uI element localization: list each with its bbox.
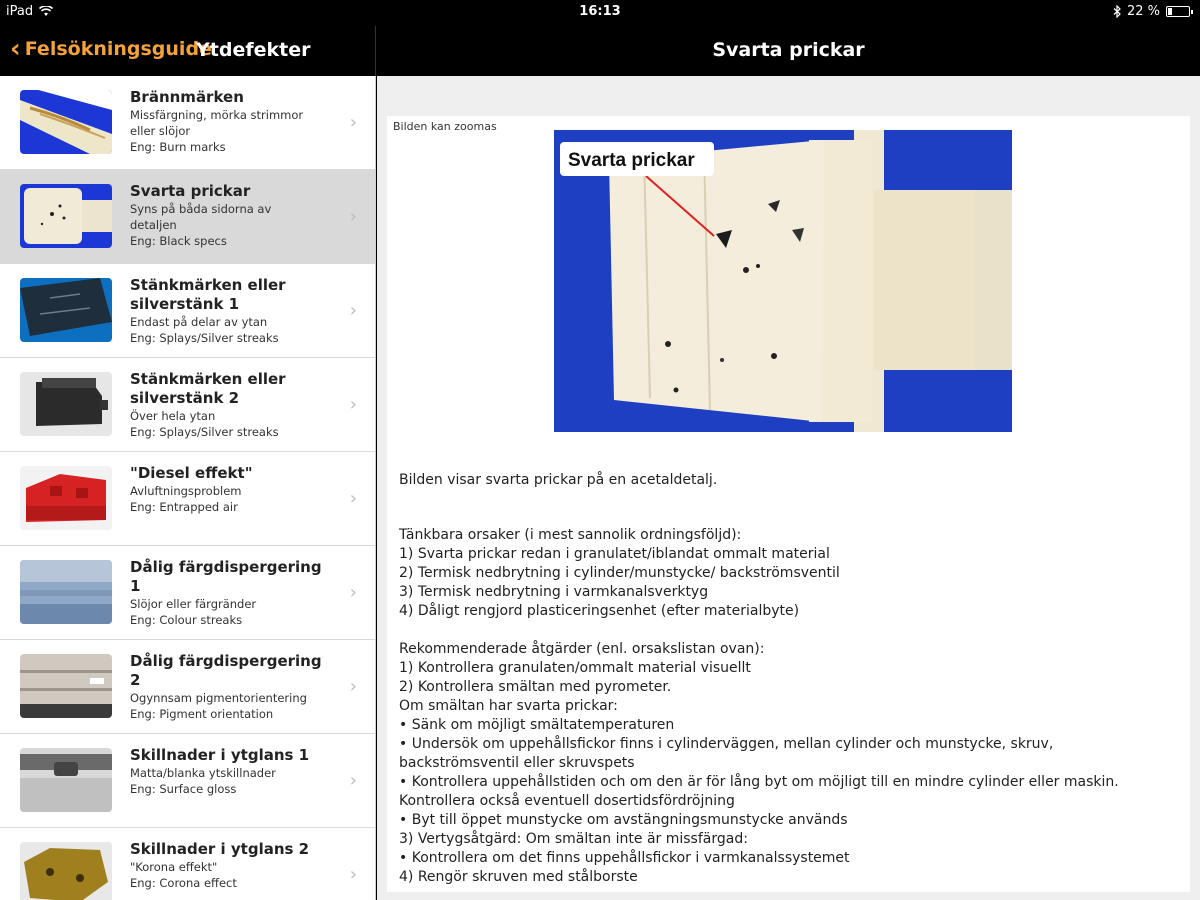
text-line: 3) Vertygsåtgärd: Om smältan inte är missfärgad: (399, 831, 748, 847)
chevron-right-icon: › (349, 864, 357, 885)
list-item-stankmarken-1[interactable] (0, 264, 375, 358)
clock: 16:13 (579, 4, 621, 19)
list-item-title: Stänkmärken eller silverstänk 2 (130, 370, 286, 407)
thumbnail-image (20, 184, 112, 248)
bluetooth-icon (1113, 5, 1121, 18)
text-line: Kontrollera också eventuell dosertidsfördröjning (399, 793, 735, 809)
list-item-title: Skillnader i ytglans 2 (130, 840, 310, 858)
photo-description: Bilden visar svarta prickar på en acetaldetalj. (399, 472, 718, 488)
defect-photo[interactable] (554, 130, 1012, 432)
detail-pane (377, 76, 1200, 900)
list-item-subtitle: "Korona effekt" (130, 860, 218, 874)
list-item-subtitle: Eng: Splays/Silver streaks (130, 331, 279, 345)
list-item-subtitle: Eng: Burn marks (130, 140, 226, 154)
list-item-svarta-prickar[interactable] (0, 170, 375, 264)
chevron-right-icon: › (349, 582, 357, 603)
list-item-subtitle: eller slöjor (130, 124, 191, 138)
list-item-skillnader-ytglans-2[interactable] (0, 828, 375, 900)
causes-and-actions (399, 526, 1179, 887)
chevron-right-icon: › (349, 300, 357, 321)
list-item-subtitle: Eng: Pigment orientation (130, 707, 274, 721)
list-item-title: Brännmärken (130, 88, 244, 106)
text-line: 2) Termisk nedbrytning i cylinder/munstycke/ backströmsventil (399, 565, 840, 581)
zoom-hint: Bilden kan zoomas (393, 120, 497, 133)
list-item-title: Svarta prickar (130, 182, 251, 200)
back-button[interactable] (10, 34, 212, 64)
status-bar (0, 0, 1200, 26)
list-item-subtitle: Eng: Corona effect (130, 876, 237, 890)
thumbnail-image (20, 278, 112, 342)
chevron-right-icon: › (349, 770, 357, 791)
text-line: • Sänk om möjligt smältatemperaturen (399, 717, 675, 733)
page-title: Svarta prickar (712, 39, 865, 61)
text-line: 2) Kontrollera smältan med pyrometer. (399, 679, 672, 695)
list-item-subtitle: Eng: Black specs (130, 234, 227, 248)
back-label: Felsökningsguide (24, 38, 212, 60)
text-line: 4) Dåligt rengjord plasticeringsenhet (efter materialbyte) (399, 603, 800, 619)
list-item-diesel-effekt[interactable] (0, 452, 375, 546)
list-item-subtitle: Matta/blanka ytskillnader (130, 766, 276, 780)
text-line: • Undersök om uppehållsfickor finns i cylinderväggen, mellan cylinder och munstycke, skruv, (399, 736, 1054, 752)
chevron-right-icon: › (349, 206, 357, 227)
list-item-subtitle: Eng: Splays/Silver streaks (130, 425, 279, 439)
chevron-left-icon: ‹ (10, 34, 21, 64)
thumbnail-image (20, 466, 112, 530)
thumbnail-image (20, 842, 112, 900)
device-label: iPad (6, 4, 34, 19)
list-item-title: Stänkmärken eller silverstänk 1 (130, 276, 286, 313)
thumbnail-image (20, 560, 112, 624)
text-line: 3) Termisk nedbrytning i varmkanalsverktyg (399, 584, 709, 600)
chevron-right-icon: › (349, 112, 357, 133)
defect-list (0, 76, 376, 900)
list-item-subtitle: Ogynnsam pigmentorientering (130, 691, 307, 705)
text-line: • Kontrollera om det finns uppehållsfickor i varmkanalssystemet (399, 850, 850, 866)
sidebar-navbar (0, 26, 376, 76)
list-item-subtitle: Endast på delar av ytan (130, 315, 268, 329)
list-item-title: "Diesel effekt" (130, 464, 253, 482)
detail-navbar (377, 26, 1200, 76)
photo-callout: Svarta prickar (568, 150, 695, 171)
text-line: Tänkbara orsaker (i mest sannolik ordningsföljd): (399, 527, 742, 543)
chevron-right-icon: › (349, 394, 357, 415)
list-item-dalig-fargdispergering-2[interactable] (0, 640, 375, 734)
list-item-brannmarken[interactable] (0, 76, 375, 170)
spacer (399, 621, 1179, 640)
text-line: 1) Kontrollera granulaten/ommalt material visuellt (399, 660, 751, 676)
thumbnail-image (20, 372, 112, 436)
list-item-subtitle: detaljen (130, 218, 177, 232)
sidebar-title: Ytdefekter (196, 39, 311, 61)
battery-percent: 22 % (1126, 4, 1160, 19)
list-item-skillnader-ytglans-1[interactable] (0, 734, 375, 828)
text-line: 1) Svarta prickar redan i granulatet/iblandat ommalt material (399, 546, 830, 562)
chevron-right-icon: › (349, 676, 357, 697)
text-line: Rekommenderade åtgärder (enl. orsakslistan ovan): (399, 641, 765, 657)
text-line: backströmsventil eller skruvspets (399, 755, 635, 771)
list-item-title: Dålig färgdispergering 1 (130, 558, 322, 595)
thumbnail-image (20, 654, 112, 718)
list-item-dalig-fargdispergering-1[interactable] (0, 546, 375, 640)
list-item-subtitle: Över hela ytan (130, 409, 216, 423)
list-item-stankmarken-2[interactable] (0, 358, 375, 452)
thumbnail-image (20, 748, 112, 812)
text-line: • Kontrollera uppehållstiden och om den är för lång byt om möjligt till en mindre cylinder eller maskin. (399, 774, 1119, 790)
text-line: Om smältan har svarta prickar: (399, 698, 618, 714)
list-item-subtitle: Missfärgning, mörka strimmor (130, 108, 304, 122)
list-item-subtitle: Eng: Colour streaks (130, 613, 243, 627)
list-item-subtitle: Syns på båda sidorna av (130, 202, 272, 216)
thumbnail-image (20, 90, 112, 154)
list-item-subtitle: Eng: Surface gloss (130, 782, 237, 796)
list-item-subtitle: Slöjor eller färgränder (130, 597, 257, 611)
chevron-right-icon: › (349, 488, 357, 509)
text-line: • Byt till öppet munstycke om avstängningsmunstycke används (399, 812, 848, 828)
battery-icon (1166, 6, 1190, 17)
list-item-title: Skillnader i ytglans 1 (130, 746, 310, 764)
list-item-subtitle: Eng: Entrapped air (130, 500, 238, 514)
list-item-title: Dålig färgdispergering 2 (130, 652, 322, 689)
text-line: 4) Rengör skruven med stålborste (399, 869, 638, 885)
list-item-subtitle: Avluftningsproblem (130, 484, 242, 498)
